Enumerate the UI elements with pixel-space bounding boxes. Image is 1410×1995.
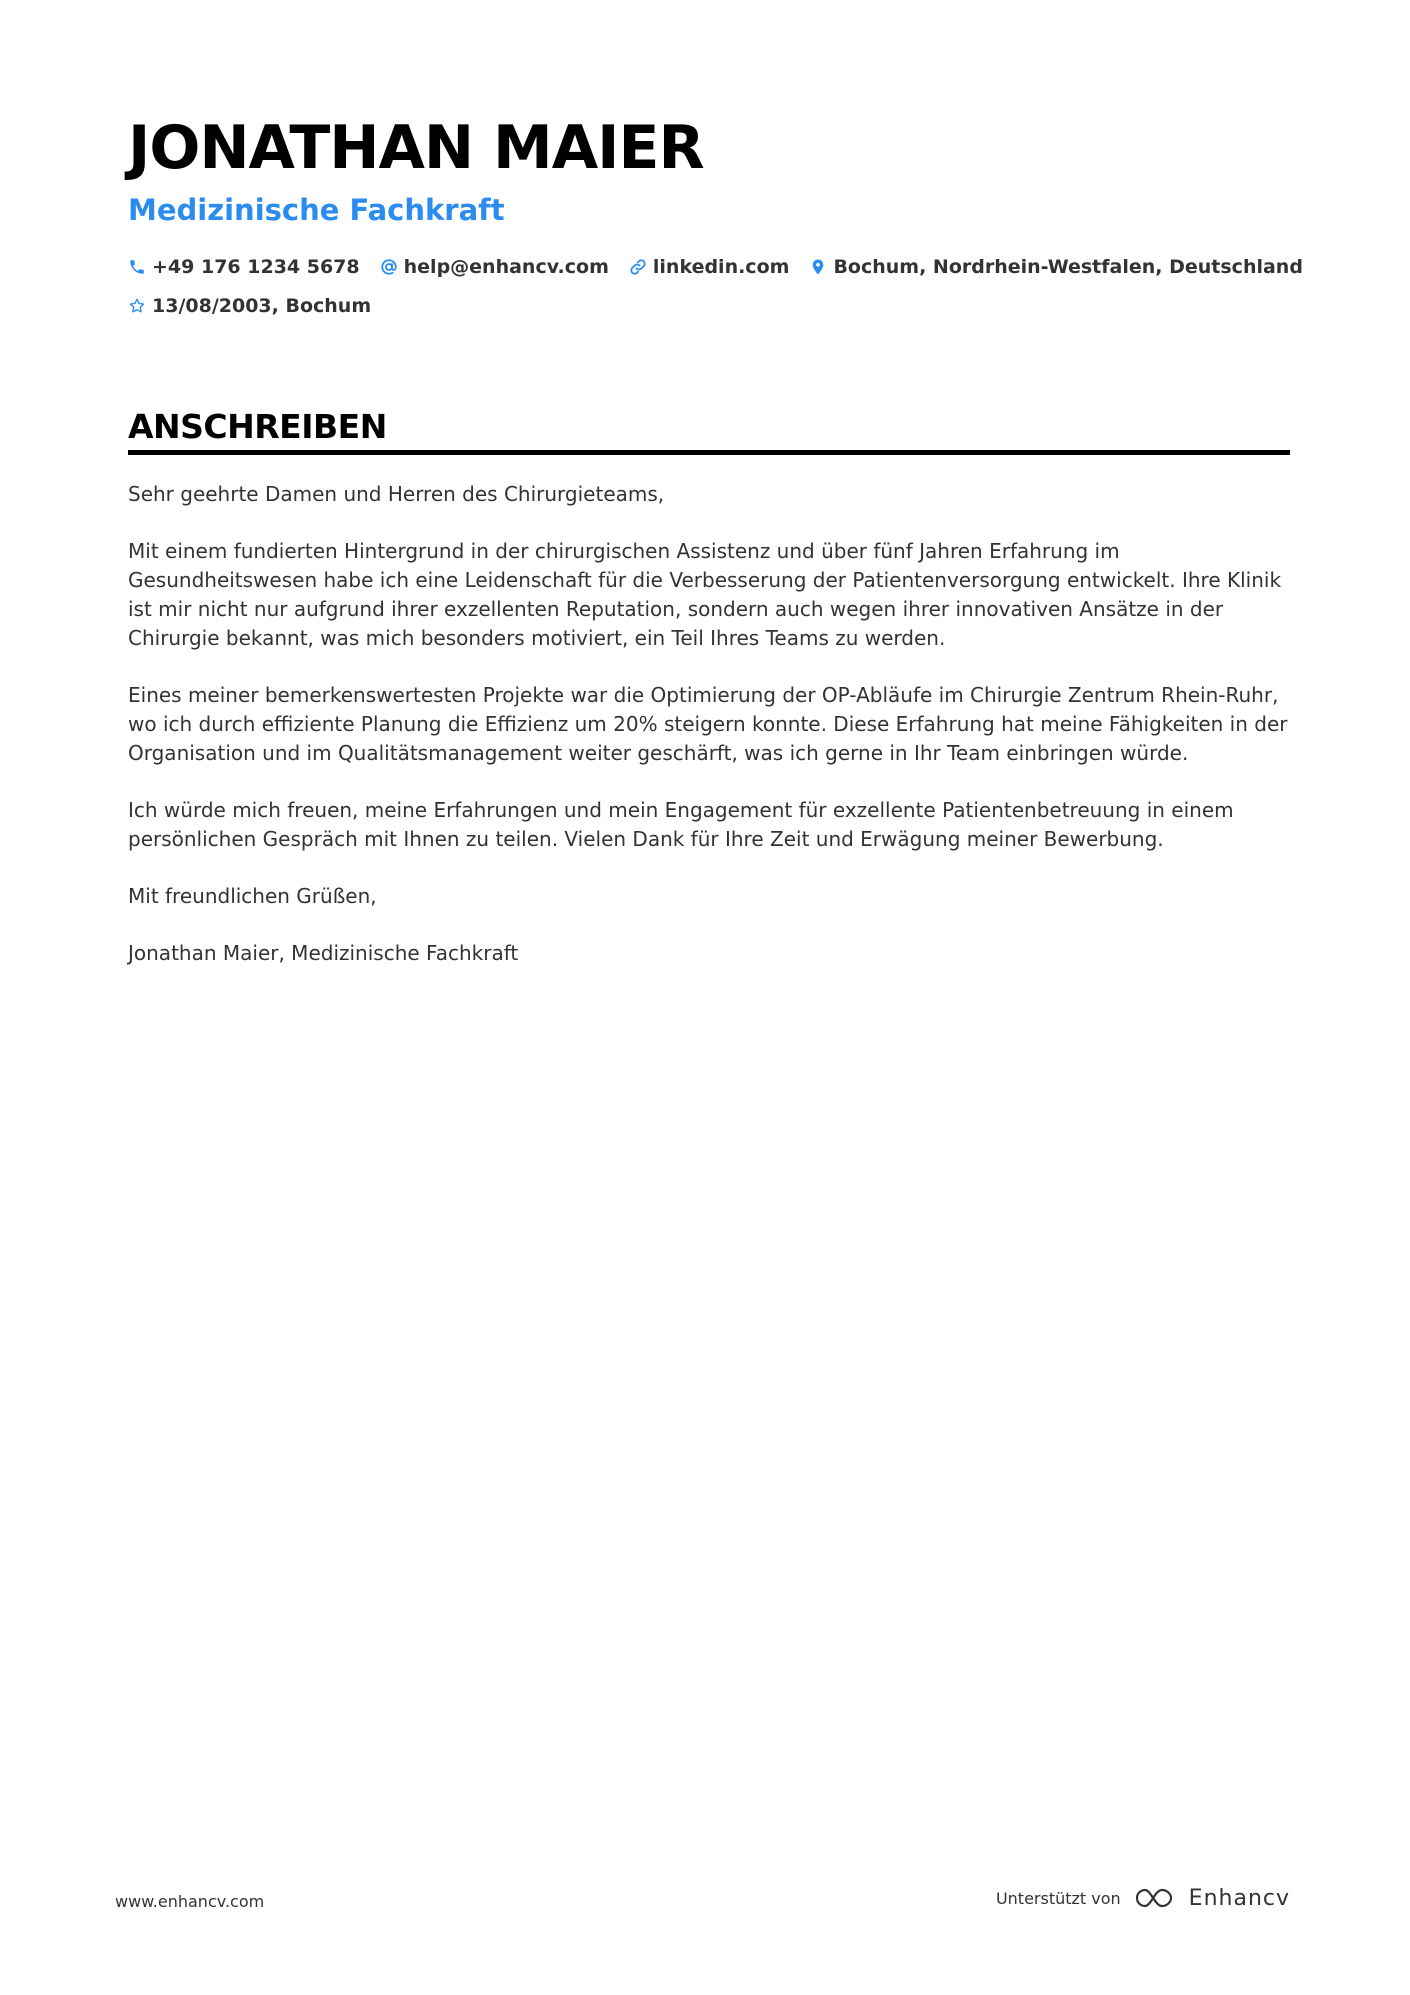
section-title: ANSCHREIBEN (128, 407, 387, 446)
phone-text: +49 176 1234 5678 (152, 256, 360, 278)
contact-location (809, 256, 1303, 278)
candidate-title: Medizinische Fachkraft (128, 193, 505, 227)
star-icon (128, 297, 146, 315)
contact-birth (128, 295, 371, 317)
contact-info (128, 252, 1303, 330)
linkedin-text: linkedin.com (652, 256, 790, 278)
map-pin-icon (809, 258, 827, 276)
enhancv-brand-text: Enhancv (1188, 1885, 1290, 1911)
letter-body (128, 480, 1290, 996)
footer-website[interactable]: www.enhancv.com (115, 1892, 265, 1911)
letter-greeting: Sehr geehrte Damen und Herren des Chirurgieteams, (128, 482, 665, 506)
section-divider (128, 450, 1290, 455)
phone-icon (128, 258, 146, 276)
contact-phone[interactable] (128, 256, 360, 278)
footer-branding (996, 1884, 1290, 1912)
letter-paragraph: Eines meiner bemerkenswertesten Projekte war die Optimierung der OP-Abläufe im Chirurgie Zentrum Rhein-Ruhr, wo ich durch effiziente Planung die Effizienz um 20% steigern konnte. Diese Erfahrung hat meine Fähigkeiten in der Organisation und im Qualitätsmanagement weiter geschärft, was ich gerne in Ihr Team einbringen würde. (128, 683, 1288, 765)
contact-email[interactable] (380, 256, 609, 278)
email-text: help@enhancv.com (403, 256, 609, 278)
contact-row-2 (128, 291, 1290, 321)
link-icon (629, 258, 647, 276)
powered-by-text: Unterstützt von (995, 1888, 1121, 1908)
birth-text: 13/08/2003, Bochum (152, 295, 372, 317)
contact-linkedin[interactable] (629, 256, 790, 278)
candidate-name: JONATHAN MAIER (128, 113, 704, 183)
location-text: Bochum, Nordrhein-Westfalen, Deutschland (833, 256, 1303, 278)
letter-paragraph: Ich würde mich freuen, meine Erfahrungen und mein Engagement für exzellente Patientenbetreuung in einem persönlichen Gespräch mit Ihnen zu teilen. Vielen Dank für Ihre Zeit und Erwägung meiner Bewerbung. (128, 798, 1234, 851)
enhancv-logo-icon (1133, 1884, 1179, 1912)
at-icon (380, 258, 398, 276)
letter-closing: Mit freundlichen Grüßen, (128, 884, 377, 908)
letter-signature: Jonathan Maier, Medizinische Fachkraft (128, 941, 519, 965)
letter-paragraph: Mit einem fundierten Hintergrund in der chirurgischen Assistenz und über fünf Jahren Erfahrung im Gesundheitswesen habe ich eine Leidenschaft für die Verbesserung der Patientenversorgung entwickelt. Ihre Klinik ist mir nicht nur aufgrund ihrer exzellenten Reputation, sondern auch wegen ihrer innovativen Ansätze in der Chirurgie bekannt, was mich besonders motiviert, ein Teil Ihres Teams zu werden. (128, 539, 1282, 650)
contact-row-1 (128, 252, 1303, 282)
